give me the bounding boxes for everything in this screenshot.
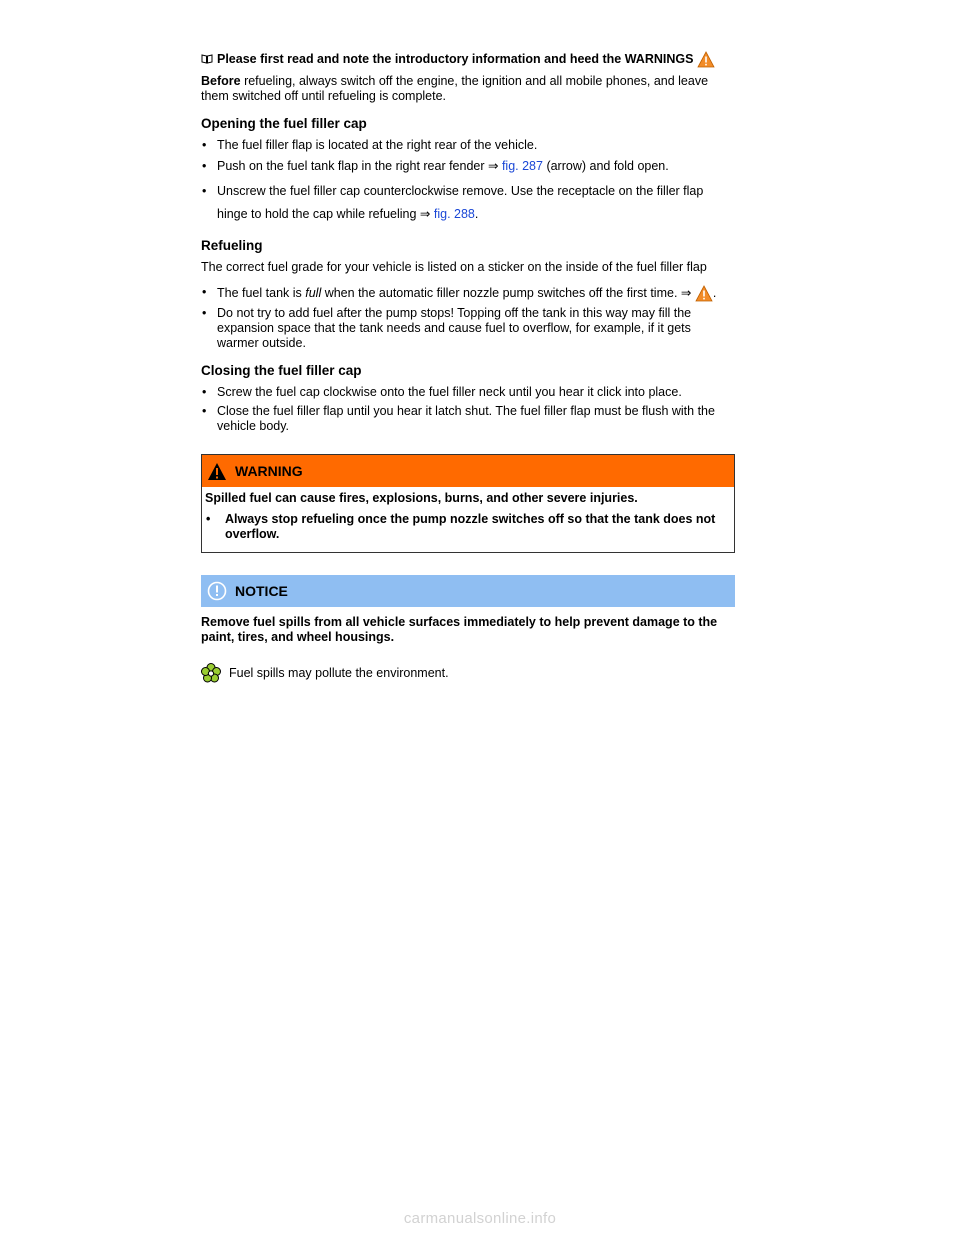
list-item: • Do not try to add fuel after the pump stops! Topping off the tank in this way may fill the expansion space that the tank needs and cause fuel to overflow, for example, if it gets warmer outside. (201, 306, 735, 351)
list-item: • Screw the fuel cap clockwise onto the fuel filler neck until you hear it click into place. (201, 385, 735, 400)
closing-heading: Closing the fuel filler cap (201, 363, 362, 378)
opening-list (201, 138, 735, 226)
fig-288-link[interactable]: fig. 288 (433, 207, 475, 221)
warning-body (202, 487, 734, 552)
before-paragraph (201, 74, 735, 104)
list-item: • Close the fuel filler flap until you hear it latch shut. The fuel filler flap must be flush with the vehicle body. (201, 404, 735, 434)
fig-287-link[interactable]: fig. 287 (501, 159, 543, 173)
intro-text: Please first read and note the introductory information and heed the WARNINGS (217, 51, 694, 66)
closing-list (201, 385, 735, 434)
environment-note (201, 663, 735, 683)
before-bold: Before (201, 74, 241, 88)
notice-body: Remove fuel spills from all vehicle surfaces immediately to help prevent damage to the paint, tires, and wheel housings. (201, 615, 718, 644)
notice-title: NOTICE (235, 582, 288, 599)
warning-header (202, 455, 734, 487)
before-text: refueling, always switch off the engine, the ignition and all mobile phones, and leave them switched off until refueling is complete. (201, 74, 709, 103)
opening-heading: Opening the fuel filler cap (201, 116, 367, 131)
notice-box (201, 575, 735, 645)
list-item: • Push on the fuel tank flap in the right rear fender ⇒ fig. 287 (arrow) and fold open. (201, 159, 735, 174)
list-item: • The fuel filler flap is located at the right rear of the vehicle. (201, 138, 735, 153)
flower-icon (201, 663, 221, 683)
exclamation-circle-icon (207, 581, 227, 601)
refueling-list (201, 285, 735, 351)
intro-line (201, 48, 735, 70)
list-item: • The fuel tank is full when the automatic filler nozzle pump switches off the first time. ⇒ . (201, 285, 735, 302)
warning-text: Spilled fuel can cause fires, explosions, burns, and other severe injuries. (205, 491, 638, 505)
environment-text: Fuel spills may pollute the environment. (229, 665, 449, 680)
warning-bullet: • Always stop refueling once the pump nozzle switches off so that the tank does not overflow. (205, 512, 731, 542)
warning-triangle-icon[interactable] (695, 285, 713, 302)
refueling-heading: Refueling (201, 238, 263, 253)
watermark: carmanualsonline.info (403, 1210, 557, 1227)
refueling-intro: The correct fuel grade for your vehicle is listed on a sticker on the inside of the fuel filler flap (201, 260, 707, 274)
warning-triangle-icon (207, 462, 227, 481)
warning-box (201, 454, 735, 553)
book-icon (201, 54, 213, 64)
list-item: • Unscrew the fuel filler cap counterclockwise remove. Use the receptacle on the filler flap hinge to hold the cap while refueling ⇒ fig. 288. (201, 180, 735, 226)
manual-page (201, 48, 735, 683)
warning-title: WARNING (235, 462, 303, 479)
notice-header (201, 575, 735, 607)
warning-triangle-icon (697, 51, 715, 68)
